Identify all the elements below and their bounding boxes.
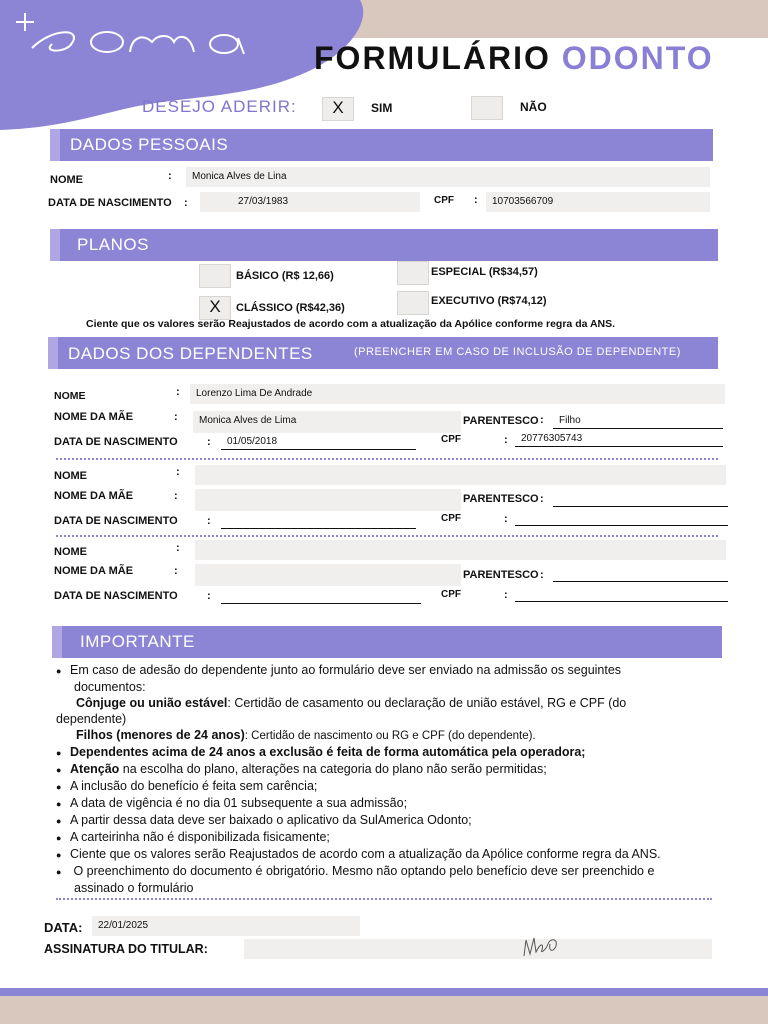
plano-especial-label: ESPECIAL (R$34,57) bbox=[431, 266, 538, 278]
plano-executivo-label: EXECUTIVO (R$74,12) bbox=[431, 295, 547, 307]
soma-logo bbox=[12, 8, 252, 58]
nascimento-label: DATA DE NASCIMENTO bbox=[48, 197, 172, 209]
assinatura-field[interactable] bbox=[244, 939, 712, 959]
cpf-label: CPF bbox=[434, 195, 454, 206]
note-line: ● O preenchimento do documento é obrigatório. Mesmo não optando pelo benefício deve ser preenchido e bbox=[56, 864, 655, 878]
dep1-nasc-field[interactable]: 01/05/2018 bbox=[221, 435, 416, 450]
dep3-nasc-label: DATA DE NASCIMENTO bbox=[54, 590, 178, 602]
footer-band-bottom bbox=[0, 996, 768, 1024]
plano-executivo-checkbox[interactable] bbox=[397, 291, 429, 315]
note-line: Cônjuge ou união estável: Certidão de casamento ou declaração de união estável, RG e CPF (do bbox=[76, 696, 627, 710]
bullet-icon: ● bbox=[56, 816, 62, 826]
dep3-nome-label: NOME bbox=[54, 546, 87, 558]
assinatura-label: ASSINATURA DO TITULAR: bbox=[44, 942, 208, 956]
note-line: ● Dependentes acima de 24 anos a exclusão é feita de forma automática pela operadora; bbox=[56, 745, 586, 759]
dep1-mae-label: NOME DA MÃE bbox=[54, 411, 134, 423]
cpf-field[interactable]: 10703566709 bbox=[486, 192, 710, 212]
note-line: dependente) bbox=[56, 712, 127, 726]
bullet-icon: ● bbox=[56, 833, 62, 843]
dep2-parentesco-label: PARENTESCO bbox=[463, 493, 539, 505]
bullet-icon: ● bbox=[56, 799, 62, 809]
dep1-nasc-label: DATA DE NASCIMENTO bbox=[54, 436, 178, 448]
dep1-nome-colon: : bbox=[176, 386, 180, 398]
page-title bbox=[314, 40, 714, 77]
note-line: Filhos (menores de 24 anos): Certidão de nascimento ou RG e CPF (do dependente). bbox=[76, 728, 536, 742]
nome-field[interactable]: Monica Alves de Lina bbox=[186, 167, 710, 187]
aderir-nao-checkbox[interactable] bbox=[471, 96, 503, 120]
nome-label: NOME bbox=[50, 174, 83, 186]
footer-band bbox=[0, 988, 768, 996]
bullet-icon: ● bbox=[56, 666, 62, 676]
dep3-parentesco-field[interactable] bbox=[553, 567, 728, 582]
data-field[interactable]: 22/01/2025 bbox=[92, 916, 360, 936]
dep2-nasc-field[interactable] bbox=[221, 514, 416, 529]
dep3-mae-field[interactable] bbox=[195, 564, 461, 586]
dep2-parentesco-colon: : bbox=[540, 493, 544, 505]
dep1-parentesco-colon: : bbox=[540, 414, 544, 426]
nascimento-field[interactable]: 27/03/1983 bbox=[200, 192, 420, 212]
note-line: ● A partir dessa data deve ser baixado o aplicativo da SulAmerica Odonto; bbox=[56, 813, 472, 827]
dep2-cpf-label: CPF bbox=[441, 513, 461, 524]
dep1-nome-field[interactable]: Lorenzo Lima De Andrade bbox=[190, 384, 725, 404]
note-line: documentos: bbox=[74, 680, 146, 694]
section-accent bbox=[50, 229, 60, 261]
section-accent bbox=[52, 626, 62, 658]
dep3-parentesco-label: PARENTESCO bbox=[463, 569, 539, 581]
importante-notes bbox=[56, 662, 711, 896]
dep1-cpf-label: CPF bbox=[441, 434, 461, 445]
dep2-mae-colon: : bbox=[174, 490, 178, 502]
divider bbox=[56, 535, 718, 537]
dep2-parentesco-field[interactable] bbox=[553, 492, 728, 507]
dep2-mae-label: NOME DA MÃE bbox=[54, 490, 134, 502]
note-line: ● Ciente que os valores serão Reajustados de acordo com a atualização da Apólice conforme regra da ANS. bbox=[56, 847, 661, 861]
section-title: PLANOS bbox=[77, 235, 149, 254]
note-line: ● A carteirinha não é disponibilizada fisicamente; bbox=[56, 830, 330, 844]
bullet-icon: ● bbox=[56, 850, 62, 860]
section-importante bbox=[52, 626, 722, 658]
section-planos bbox=[50, 229, 718, 261]
aderir-label: DESEJO ADERIR: bbox=[142, 97, 297, 116]
plano-especial-checkbox[interactable] bbox=[397, 261, 429, 285]
note-line: ● A data de vigência é no dia 01 subsequente a sua admissão; bbox=[56, 796, 408, 810]
dep3-nome-colon: : bbox=[176, 542, 180, 554]
dep3-nasc-field[interactable] bbox=[221, 589, 421, 604]
aderir-sim-checkbox[interactable]: X bbox=[322, 97, 354, 121]
dep1-parentesco-label: PARENTESCO bbox=[463, 415, 539, 427]
dep3-cpf-field[interactable] bbox=[515, 587, 728, 602]
dep3-parentesco-colon: : bbox=[540, 569, 544, 581]
plano-basico-label: BÁSICO (R$ 12,66) bbox=[236, 270, 334, 282]
title-part2: ODONTO bbox=[561, 40, 714, 76]
section-title: IMPORTANTE bbox=[80, 632, 195, 651]
dep1-nasc-colon: : bbox=[207, 436, 211, 448]
divider bbox=[56, 898, 712, 900]
nascimento-colon: : bbox=[184, 197, 188, 209]
plano-classico-checkbox[interactable]: X bbox=[199, 296, 231, 320]
dep1-cpf-field[interactable]: 20776305743 bbox=[515, 432, 723, 447]
dep2-nasc-colon: : bbox=[207, 515, 211, 527]
logo-mark bbox=[12, 8, 252, 58]
dep2-nasc-label: DATA DE NASCIMENTO bbox=[54, 515, 178, 527]
divider bbox=[56, 458, 718, 460]
dep3-nome-field[interactable] bbox=[195, 540, 726, 560]
plano-basico-checkbox[interactable] bbox=[199, 264, 231, 288]
dep2-nome-field[interactable] bbox=[195, 465, 726, 485]
section-accent bbox=[48, 337, 58, 369]
nome-colon: : bbox=[168, 170, 172, 182]
bullet-icon: ● bbox=[56, 748, 62, 758]
plano-classico-label: CLÁSSICO (R$42,36) bbox=[236, 302, 345, 314]
dep1-parentesco-field[interactable]: Filho bbox=[553, 414, 723, 429]
section-accent bbox=[50, 129, 60, 161]
dep2-cpf-field[interactable] bbox=[515, 511, 728, 526]
dep1-mae-colon: : bbox=[174, 411, 178, 423]
note-line: assinado o formulário bbox=[74, 881, 194, 895]
planos-notice: Ciente que os valores serão Reajustados de acordo com a atualização da Apólice conforme regra da ANS. bbox=[86, 318, 616, 330]
section-title: DADOS PESSOAIS bbox=[70, 135, 229, 154]
signature-image bbox=[518, 930, 562, 960]
note-line: ● A inclusão do benefício é feita sem carência; bbox=[56, 779, 318, 793]
section-title: DADOS DOS DEPENDENTES bbox=[68, 344, 313, 363]
dep1-cpf-colon: : bbox=[504, 434, 508, 446]
bullet-icon: ● bbox=[56, 782, 62, 792]
dep2-cpf-colon: : bbox=[504, 513, 508, 525]
dep3-mae-label: NOME DA MÃE bbox=[54, 565, 134, 577]
dep3-mae-colon: : bbox=[174, 565, 178, 577]
aderir-sim-label: SIM bbox=[371, 101, 393, 115]
title-part1: FORMULÁRIO bbox=[314, 40, 551, 76]
section-dependentes bbox=[48, 337, 718, 369]
note-line: ● Em caso de adesão do dependente junto ao formulário deve ser enviado na admissão os seguintes bbox=[56, 663, 622, 677]
dep3-nasc-colon: : bbox=[207, 590, 211, 602]
dep3-cpf-colon: : bbox=[504, 589, 508, 601]
dep1-mae-field[interactable]: Monica Alves de Lima bbox=[193, 411, 461, 433]
dep1-nome-label: NOME bbox=[54, 390, 86, 402]
data-label: DATA: bbox=[44, 920, 83, 935]
bullet-icon: ● bbox=[56, 867, 62, 877]
dep2-nome-label: NOME bbox=[54, 470, 87, 482]
aderir-nao-label: NÃO bbox=[520, 100, 547, 114]
section-hint: (PREENCHER EM CASO DE INCLUSÃO DE DEPENDENTE) bbox=[354, 346, 681, 358]
dep2-nome-colon: : bbox=[176, 466, 180, 478]
section-dados-pessoais bbox=[50, 129, 713, 161]
dep2-mae-field[interactable] bbox=[195, 489, 461, 511]
dep3-cpf-label: CPF bbox=[441, 589, 461, 600]
bullet-icon: ● bbox=[56, 765, 62, 775]
cpf-colon: : bbox=[474, 194, 478, 206]
note-line: ● Atenção na escolha do plano, alterações na categoria do plano não serão permitidas; bbox=[56, 762, 547, 776]
